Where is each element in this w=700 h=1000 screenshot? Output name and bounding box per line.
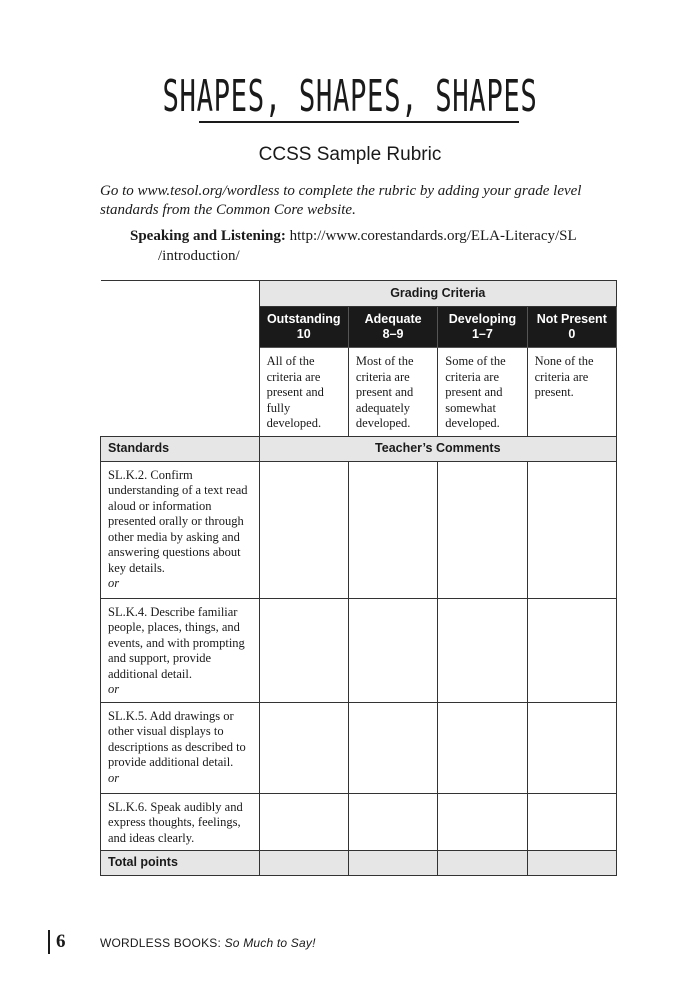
total-cell[interactable] xyxy=(259,851,348,876)
standard-cell xyxy=(101,793,260,851)
level-name: Adequate xyxy=(364,312,422,326)
total-cell[interactable] xyxy=(527,851,616,876)
score-cell[interactable] xyxy=(527,461,616,598)
level-header-adequate xyxy=(348,307,437,348)
standard-cell xyxy=(101,598,260,702)
score-cell[interactable] xyxy=(259,702,348,793)
score-cell[interactable] xyxy=(438,793,527,851)
speaking-url-line1[interactable]: http://www.corestandards.org/ELA-Literacy/SL xyxy=(289,228,577,244)
level-description-outstanding: All of the criteria are present and fully developed. xyxy=(259,348,348,437)
level-description-developing: Some of the criteria are present and somewhat developed. xyxy=(438,348,527,437)
standard-text: SL.K.5. Add drawings or other visual displays to descriptions as described to provide additional detail. xyxy=(108,708,246,769)
standard-connector: or xyxy=(108,576,120,590)
score-cell[interactable] xyxy=(259,793,348,851)
rubric-table xyxy=(100,280,617,876)
level-points: 0 xyxy=(568,327,576,341)
page-title: SHAPES, SHAPES, SHAPES xyxy=(162,71,538,122)
table-row xyxy=(101,598,617,702)
score-cell[interactable] xyxy=(527,702,616,793)
table-row xyxy=(101,702,617,793)
score-cell[interactable] xyxy=(438,461,527,598)
title-underline xyxy=(199,121,519,123)
level-points: 8–9 xyxy=(382,327,404,341)
book-title-subtitle: So Much to Say! xyxy=(224,936,316,950)
grading-criteria-header: Grading Criteria xyxy=(259,281,616,307)
score-cell[interactable] xyxy=(259,598,348,702)
level-points: 10 xyxy=(296,327,311,341)
speaking-listening-line xyxy=(130,226,600,266)
total-cell[interactable] xyxy=(348,851,437,876)
standard-connector: or xyxy=(108,682,120,696)
speaking-label: Speaking and Listening: xyxy=(130,228,286,244)
blank-corner-cell xyxy=(101,281,260,437)
level-points: 1–7 xyxy=(471,327,493,341)
score-cell[interactable] xyxy=(259,461,348,598)
level-description-adequate: Most of the criteria are present and adequately developed. xyxy=(348,348,437,437)
score-cell[interactable] xyxy=(527,793,616,851)
standard-text: SL.K.2. Confirm understanding of a text read aloud or information presented orally or through other media by asking and answering questions about key details. xyxy=(108,467,248,575)
score-cell[interactable] xyxy=(438,702,527,793)
standard-text: SL.K.4. Describe familiar people, places, things, and events, and with prompting and support, provide additional detail. xyxy=(108,604,245,681)
standard-text: SL.K.6. Speak audibly and express thoughts, feelings, and ideas clearly. xyxy=(108,799,243,845)
intro-text: Go to www.tesol.org/wordless to complete the rubric by adding your grade level standards from the Common Core website. xyxy=(100,183,582,218)
teacher-comments-header: Teacher’s Comments xyxy=(259,436,616,461)
level-name: Not Present xyxy=(536,312,607,326)
score-cell[interactable] xyxy=(438,598,527,702)
score-cell[interactable] xyxy=(348,793,437,851)
score-cell[interactable] xyxy=(527,598,616,702)
standard-connector: or xyxy=(108,770,120,785)
page-number: 6 xyxy=(48,930,66,954)
table-row xyxy=(101,793,617,851)
score-cell[interactable] xyxy=(348,702,437,793)
level-header-outstanding xyxy=(259,307,348,348)
total-cell[interactable] xyxy=(438,851,527,876)
table-row xyxy=(101,461,617,598)
level-name: Developing xyxy=(448,312,517,326)
rubric-subtitle: CCSS Sample Rubric xyxy=(258,144,442,165)
book-title xyxy=(100,936,316,950)
level-description-not-present: None of the criteria are present. xyxy=(527,348,616,437)
standard-cell xyxy=(101,461,260,598)
score-cell[interactable] xyxy=(348,598,437,702)
book-title-main: WORDLESS BOOKS: xyxy=(100,936,222,950)
total-row xyxy=(101,851,617,876)
total-points-label: Total points xyxy=(101,851,260,876)
score-cell[interactable] xyxy=(348,461,437,598)
level-header-developing xyxy=(438,307,527,348)
level-name: Outstanding xyxy=(266,312,341,326)
standards-header: Standards xyxy=(101,436,260,461)
standard-cell xyxy=(101,702,260,793)
speaking-url-line2[interactable]: /introduction/ xyxy=(158,248,240,264)
level-header-not-present xyxy=(527,307,616,348)
